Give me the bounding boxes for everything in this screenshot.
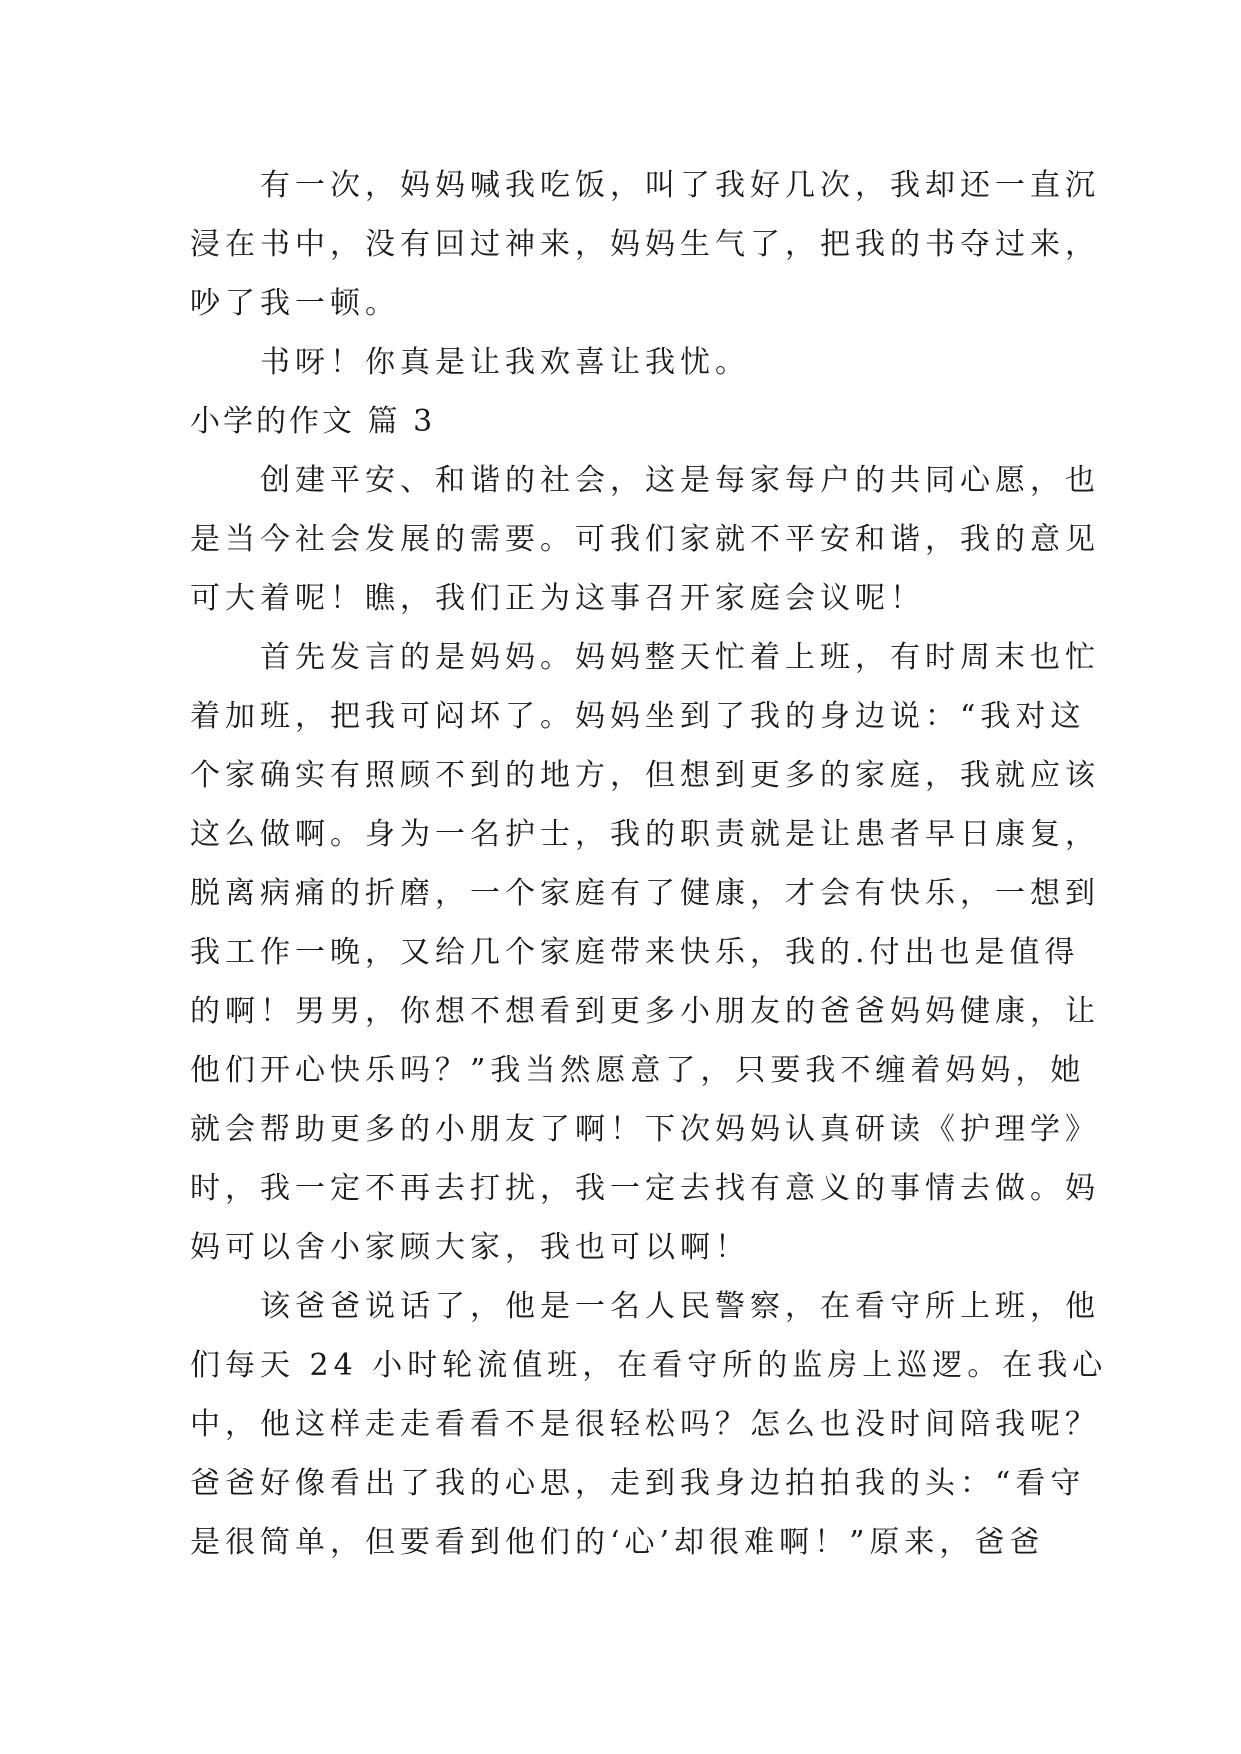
paragraph-4 [190,628,1100,1277]
paragraph-line: 这么做啊。身为一名护士，我的职责就是让患者早日康复， [190,817,1100,852]
paragraph-line: 时，我一定不再去打扰，我一定去找有意义的事情去做。妈 [190,1171,1100,1206]
paragraph-line: 妈可以舍小家顾大家，我也可以啊！ [190,1230,750,1265]
paragraph-line: 中，他这样走走看看不是很轻松吗？怎么也没时间陪我呢？ [190,1407,1100,1442]
paragraph-line: 浸在书中，没有回过神来，妈妈生气了，把我的书夺过来， [190,227,1100,262]
paragraph-line: 书呀！你真是让我欢喜让我忧。 [260,345,750,380]
paragraph-line: 他们开心快乐吗？”我当然愿意了，只要我不缠着妈妈，她 [190,1053,1086,1088]
paragraph-line: 我工作一晚，又给几个家庭带来快乐，我的.付出也是值得 [190,935,1080,970]
paragraph-1 [190,156,1100,333]
paragraph-line: 爸爸好像看出了我的心思，走到我身边拍拍我的头：“看守 [190,1466,1086,1501]
paragraph-line: 个家确实有照顾不到的地方，但想到更多的家庭，我就应该 [190,758,1100,793]
paragraph-line: 的啊！男男，你想不想看到更多小朋友的爸爸妈妈健康，让 [190,994,1100,1029]
paragraph-line: 是很简单，但要看到他们的‘心’却很难啊！”原来，爸爸 [190,1525,1045,1560]
paragraph-line: 们每天 24 小时轮流值班，在看守所的监房上巡逻。在我心 [190,1348,1108,1383]
paragraph-line: 脱离病痛的折磨，一个家庭有了健康，才会有快乐，一想到 [190,876,1100,911]
paragraph-2 [190,333,1060,392]
paragraph-line: 有一次，妈妈喊我吃饭，叫了我好几次，我却还一直沉 [260,168,1100,203]
paragraph-line: 该爸爸说话了，他是一名人民警察，在看守所上班，他 [260,1289,1100,1324]
paragraph-5 [190,1277,1108,1572]
paragraph-line: 着加班，把我可闷坏了。妈妈坐到了我的身边说：“我对这 [190,699,1086,734]
section-heading: 小学的作文 篇 3 [190,404,436,439]
paragraph-line: 就会帮助更多的小朋友了啊！下次妈妈认真研读《护理学》 [190,1112,1100,1147]
paragraph-line: 可大着呢！瞧，我们正为这事召开家庭会议呢！ [190,581,925,616]
paragraph-line: 吵了我一顿。 [190,286,400,321]
paragraph-3 [190,451,1100,628]
paragraph-line: 是当今社会发展的需要。可我们家就不平安和谐，我的意见 [190,522,1100,557]
paragraph-line: 创建平安、和谐的社会，这是每家每户的共同心愿，也 [260,463,1100,498]
paragraph-line: 首先发言的是妈妈。妈妈整天忙着上班，有时周末也忙 [260,640,1100,675]
